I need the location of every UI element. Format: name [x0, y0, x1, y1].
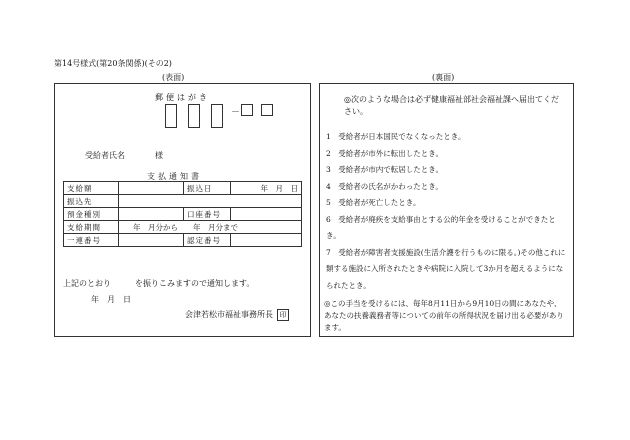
period-value: 年 月分から 年 月分まで [119, 221, 302, 234]
list-item: 6 受給者が廃疾を支給事由とする公的年金を受けることができたとき。 [326, 214, 556, 240]
table-row [64, 221, 302, 234]
account-number-label: 口座番号 [184, 208, 231, 221]
list-item: 5 受給者が死亡したとき。 [326, 198, 421, 207]
list-item: 7 受給者が障害者支援施設(生活介護を行うものに限る。)その他これに類する施設に入所されたときや病院に入院して3か月を超えるようになられたとき。 [326, 247, 566, 290]
transfer-dest-label: 振込先 [64, 195, 119, 208]
form-title: 第14号様式(第20条関係)(その2) [54, 59, 172, 68]
office-signature [185, 309, 289, 321]
office-name: 会津若松市福祉事務所長 [185, 310, 273, 319]
amount-value [119, 182, 184, 195]
recipient-line [85, 150, 163, 161]
transfer-date-value: 年 月 日 [231, 182, 302, 195]
zip-dash: － [231, 108, 241, 118]
zip-box-2 [188, 104, 200, 128]
notification-list [326, 129, 569, 294]
deposit-type-value [119, 208, 184, 221]
seal-mark: 印 [277, 309, 289, 321]
back-side-label: (裏面) [432, 73, 455, 82]
zip-box-3 [211, 104, 223, 128]
front-panel [54, 83, 311, 337]
front-side-label: (表面) [162, 73, 185, 82]
transfer-date-label: 振込日 [184, 182, 231, 195]
period-label: 支給期間 [64, 221, 119, 234]
table-row [64, 234, 302, 247]
deposit-type-label: 預金種別 [64, 208, 119, 221]
notice-title: 支払通知書 [147, 172, 202, 181]
table-row [64, 195, 302, 208]
transfer-dest-value [119, 195, 302, 208]
zip-box-5 [261, 104, 273, 116]
zip-box-1 [165, 104, 177, 128]
list-item: 1 受給者が日本国民でなくなったとき。 [326, 132, 466, 141]
back-heading: ◎次のような場合は必ず健康福祉部社会福祉課へ届出てください。 [344, 95, 559, 116]
amount-label: 支給額 [64, 182, 119, 195]
list-item: 4 受給者の氏名がかわったとき。 [326, 181, 443, 191]
serial-number-value [119, 234, 184, 247]
serial-number-label: 一連番号 [64, 234, 119, 247]
back-footer-note: ◎この手当を受けるには、毎年8月11日から9月10日の間にあなたや、あなたの扶養義務者等についての前年の所得状況を届け出る必要があります。 [324, 299, 564, 332]
certification-number-label: 認定番号 [184, 234, 231, 247]
notice-statement: 上記のとおり を振りこみますので通知します。 [63, 279, 255, 288]
back-panel [319, 83, 574, 337]
table-row [64, 182, 302, 195]
list-item: 2 受給者が市外に転出したとき。 [326, 148, 443, 158]
table-row [64, 208, 302, 221]
recipient-label: 受給者氏名 [85, 151, 125, 160]
account-number-value [231, 208, 302, 221]
recipient-suffix: 様 [155, 151, 163, 160]
certification-number-value [231, 234, 302, 247]
payment-table [63, 181, 302, 247]
notice-date: 年 月 日 [91, 295, 131, 304]
list-item: 3 受給者が市内で転居したとき。 [326, 165, 443, 174]
postcard-heading: 郵便はがき [155, 93, 210, 102]
zip-box-4 [241, 104, 253, 116]
